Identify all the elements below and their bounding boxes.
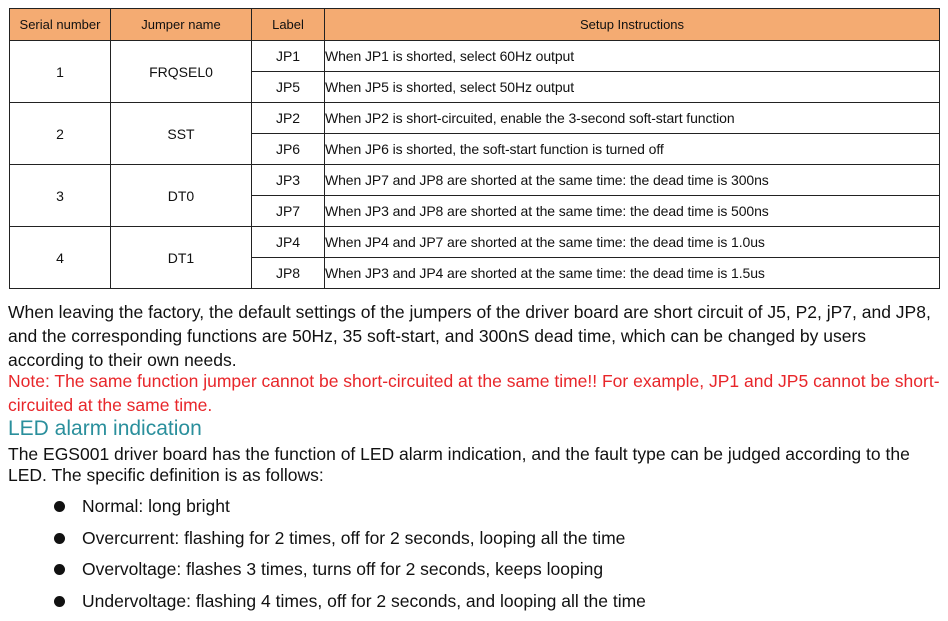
list-item bbox=[46, 523, 646, 555]
header-setup-instructions: Setup Instructions bbox=[325, 9, 940, 41]
jumper-settings-table bbox=[9, 8, 940, 289]
jumper-name-cell: DT1 bbox=[111, 227, 252, 289]
instruction-cell: When JP5 is shorted, select 50Hz output bbox=[325, 72, 940, 103]
list-item bbox=[46, 586, 646, 618]
jumper-name-cell: DT0 bbox=[111, 165, 252, 227]
serial-cell: 3 bbox=[10, 165, 111, 227]
instruction-cell: When JP7 and JP8 are shorted at the same time: the dead time is 300ns bbox=[325, 165, 940, 196]
led-description-paragraph: The EGS001 driver board has the function of LED alarm indication, and the fault type can be judged according to the LED. The specific definition is as follows: bbox=[8, 444, 910, 485]
header-serial-number: Serial number bbox=[10, 9, 111, 41]
label-cell: JP5 bbox=[252, 72, 325, 103]
default-settings-paragraph: When leaving the factory, the default settings of the jumpers of the driver board are short circuit of J5, P2, jP7, and JP8, and the corresponding functions are 50Hz, 35 soft-start, and 300nS dead time, which can be changed by users according to their own needs. bbox=[8, 302, 931, 370]
list-item-text: Overvoltage: flashes 3 times, turns off for 2 seconds, keeps looping bbox=[82, 559, 604, 580]
serial-cell: 4 bbox=[10, 227, 111, 289]
list-item-text: Overcurrent: flashing for 2 times, off for 2 seconds, looping all the time bbox=[82, 527, 626, 548]
label-cell: JP4 bbox=[252, 227, 325, 258]
led-alarm-heading: LED alarm indication bbox=[8, 417, 202, 440]
bullet-icon bbox=[54, 596, 65, 607]
instruction-cell: When JP3 and JP8 are shorted at the same time: the dead time is 500ns bbox=[325, 196, 940, 227]
label-cell: JP8 bbox=[252, 258, 325, 289]
jumper-name-cell: SST bbox=[111, 103, 252, 165]
label-cell: JP3 bbox=[252, 165, 325, 196]
list-item-text: Undervoltage: flashing 4 times, off for 2 seconds, and looping all the time bbox=[82, 590, 646, 611]
jumper-name-cell: FRQSEL0 bbox=[111, 41, 252, 103]
label-cell: JP7 bbox=[252, 196, 325, 227]
list-item bbox=[46, 554, 646, 586]
table-header bbox=[10, 9, 940, 41]
warning-note: Note: The same function jumper cannot be short-circuited at the same time!! For example, JP1 and JP5 cannot be short-circuited at the same time. bbox=[8, 371, 940, 415]
table-row bbox=[10, 165, 940, 196]
instruction-cell: When JP3 and JP4 are shorted at the same time: the dead time is 1.5us bbox=[325, 258, 940, 289]
table-row bbox=[10, 103, 940, 134]
instruction-cell: When JP2 is short-circuited, enable the 3-second soft-start function bbox=[325, 103, 940, 134]
list-item-text: Normal: long bright bbox=[82, 496, 230, 517]
bullet-icon bbox=[54, 564, 65, 575]
instruction-cell: When JP6 is shorted, the soft-start function is turned off bbox=[325, 134, 940, 165]
serial-cell: 1 bbox=[10, 41, 111, 103]
table-row bbox=[10, 41, 940, 72]
label-cell: JP6 bbox=[252, 134, 325, 165]
instruction-cell: When JP1 is shorted, select 60Hz output bbox=[325, 41, 940, 72]
instruction-cell: When JP4 and JP7 are shorted at the same time: the dead time is 1.0us bbox=[325, 227, 940, 258]
table-row bbox=[10, 227, 940, 258]
list-item bbox=[46, 491, 646, 523]
header-jumper-name: Jumper name bbox=[111, 9, 252, 41]
header-label: Label bbox=[252, 9, 325, 41]
bullet-icon bbox=[54, 533, 65, 544]
label-cell: JP1 bbox=[252, 41, 325, 72]
bullet-icon bbox=[54, 501, 65, 512]
label-cell: JP2 bbox=[252, 103, 325, 134]
serial-cell: 2 bbox=[10, 103, 111, 165]
led-status-list bbox=[46, 491, 646, 617]
